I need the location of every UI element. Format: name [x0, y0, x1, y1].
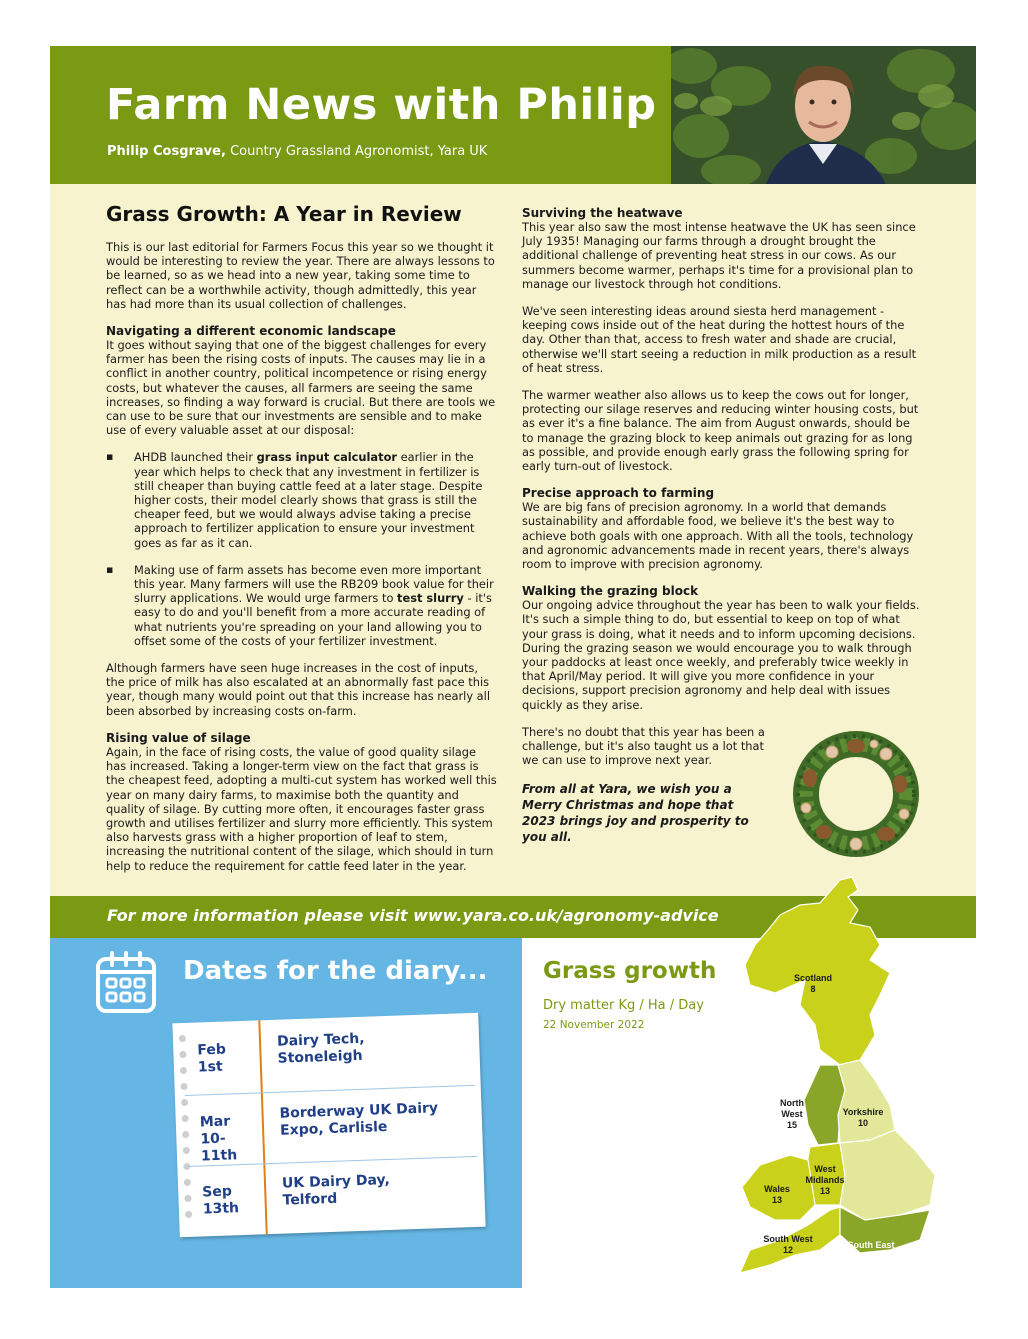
- christmas-wish: From all at Yara, we wish you a Merry Christmas and hope that 2023 brings joy and prosperity to you all.: [522, 781, 749, 844]
- author-name: Philip Cosgrave,: [107, 144, 226, 159]
- author-byline: [107, 144, 487, 159]
- grass-growth-title: Grass growth: [543, 958, 717, 984]
- region-name: Scotland: [793, 973, 833, 983]
- region-name: South West: [763, 1234, 813, 1244]
- author-portrait-image: [671, 46, 976, 184]
- section-heading-precision: Precise approach to farming: [522, 486, 715, 501]
- bullet-text: Making use of farm assets has become even more important this year. Many farmers will use the RB209 book value for their slurry applications. We would urge farmers to: [134, 562, 494, 606]
- bullet-text: AHDB launched their: [134, 450, 257, 465]
- notebook-holes: [179, 1035, 194, 1227]
- intro-paragraph: This is our last editorial for Farmers Focus this year so we thought it would be interesting to review the year. There are always lessons to be learned, so as we head into a new year, taking some time to reflect can be a worthwhile activity, though admittedly, this year has had more than its usual collection of challenges.: [106, 240, 495, 311]
- section-heading-grazing: Walking the grazing block: [522, 584, 699, 599]
- region-value: 15: [786, 1120, 798, 1130]
- region-name: Yorkshire: [842, 1107, 884, 1117]
- uk-grass-growth-map: [720, 875, 950, 1280]
- tools-list: [106, 450, 498, 648]
- heatwave-paragraph-1: This year also saw the most intense heatwave the UK has seen since July 1935! Managing our farms through a drought brought the additional challenge of preventing heat stress in our cows. As our summers become warmer, perhaps it's time for a provisional plan to manage our livestock through hot conditions.: [522, 220, 916, 291]
- event-date: Sep 13th: [201, 1183, 240, 1218]
- header-banner: [50, 46, 976, 184]
- region-value: 8: [810, 984, 816, 994]
- article-title: Grass Growth: A Year in Review: [106, 202, 462, 226]
- christmas-wreath-image: [788, 726, 924, 862]
- region-name: Wales: [764, 1184, 790, 1194]
- bullet-text: - it's easy to do and you'll benefit from a more accurate reading of what nutrients you're spreading on your land allowing you to offset some of the costs of your fertilizer investment.: [134, 591, 492, 648]
- grazing-paragraph: Our ongoing advice throughout the year has been to walk your fields. It's such a simple thing to do, but essential to keep on top of what your grass is doing, what it needs and to inform upcoming decisions. During the grazing season we would encourage you to walk through your paddocks at least once weekly, and preferably twice weekly in that April/May period. It will give you more confidence in your decisions, support precision agronomy and help deal with issues quickly as they arise.: [522, 598, 920, 712]
- event-name: UK Dairy Day, Telford: [281, 1171, 391, 1209]
- silage-paragraph: Again, in the face of rising costs, the value of good quality silage has increased. Taking a longer-term view on the fact that grass is the cheapest feed, adopting a multi-cut system has worked well this year on many dairy farms, to maximise both the quantity and quality of silage. By cutting more often, it encourages faster grass growth and utilises fertilizer and slurry more efficiently. This system also harvests grass with a higher proportion of leaf to stem, increasing the nutritional content of the silage, which should in turn help to reduce the requirement for cattle feed later in the year.: [106, 744, 497, 873]
- section-heading-silage: Rising value of silage: [106, 730, 251, 745]
- list-item: [106, 450, 498, 549]
- region-value: 18: [865, 1251, 877, 1261]
- section-heading-economic: Navigating a different economic landscape: [106, 324, 396, 339]
- region-name: North: [780, 1098, 804, 1108]
- closing-paragraph: There's no doubt that this year has been a challenge, but it's also taught us a lot that we can use to improve next year.: [522, 724, 765, 768]
- diary-panel: [50, 938, 522, 1288]
- region-name: West: [814, 1164, 836, 1174]
- region-scotland: [745, 877, 890, 1065]
- region-value: 10: [857, 1118, 869, 1128]
- author-photo: [671, 46, 976, 184]
- more-info-link[interactable]: For more information please visit www.yara.co.uk/agronomy-advice: [107, 906, 719, 925]
- economic-paragraph: It goes without saying that one of the biggest challenges for every farmer has been the rising costs of inputs. The causes may lie in a conflict in another country, political incompetence or rising energy costs, but whatever the causes, all farmers are seeing the same increases, so finding a way forward is crucial. But there are tools we can use to be sure that our investments are sensible and to make use of every valuable asset at our disposal:: [106, 338, 496, 438]
- page-title: Farm News with Philip: [106, 80, 657, 130]
- bullet-bold-text: grass input calculator: [256, 450, 398, 465]
- event-date: Feb 1st: [197, 1041, 227, 1076]
- region-value: 13: [771, 1195, 783, 1205]
- region-shapes: [740, 877, 935, 1273]
- heatwave-paragraph-3: The warmer weather also allows us to keep the cows out for longer, protecting our silage reserves and reducing winter housing costs, but as ever it's a fine balance. The aim from August onwards, should be to manage the grazing block to keep animals out grazing for as long as possible, and provide enough early grass the following spring for early turn-out of livestock.: [522, 388, 919, 474]
- region-yorkshire: [838, 1060, 895, 1143]
- event-name: Dairy Tech, Stoneleigh: [276, 1030, 365, 1067]
- diary-title: Dates for the diary...: [183, 956, 488, 986]
- bullet-text: earlier in the year which helps to check that any investment in fertilizer is still cheaper than buying cattle feed at a later stage. Despite higher costs, their model clearly shows that grass is still the cheaper feed, but we would always advise taking a precise approach to fertilizer application to ensure your investment goes as far as it can.: [134, 450, 483, 550]
- calendar-icon: [95, 950, 157, 1014]
- milk-price-paragraph: Although farmers have seen huge increases in the cost of inputs, the price of milk has also escalated at an abnormally fast pace this year, though many would point out that this increase has nearly all been absorbed by increasing costs on-farm.: [106, 661, 490, 718]
- precision-paragraph: We are big fans of precision agronomy. In a world that demands sustainability and affordable food, we believe it's the best way to achieve both goals with one approach. With all the tools, technology and agronomic advancements made in recent years, there's always room to improve with precision agronomy.: [522, 500, 914, 572]
- card-divider: [185, 1085, 475, 1096]
- region-name: South East: [847, 1240, 895, 1250]
- article-area: [50, 184, 976, 896]
- region-east: [840, 1130, 935, 1220]
- events-card: [172, 1013, 485, 1238]
- region-value: 13: [819, 1186, 831, 1196]
- region-value: 12: [782, 1245, 794, 1255]
- author-role: Country Grassland Agronomist, Yara UK: [230, 144, 488, 159]
- heatwave-paragraph-2: We've seen interesting ideas around siesta herd management - keeping cows inside out of the heat during the hottest hours of the day. Other than that, access to fresh water and shade are crucial, otherwise we'll start seeing a reduction in milk production as a result of heat stress.: [522, 304, 917, 375]
- section-heading-heatwave: Surviving the heatwave: [522, 206, 683, 220]
- bullet-bold-text: test slurry: [397, 591, 464, 606]
- grass-growth-subtitle: Dry matter Kg / Ha / Day: [543, 998, 704, 1013]
- region-name: West: [781, 1109, 803, 1119]
- grass-growth-date: 22 November 2022: [543, 1019, 645, 1031]
- event-name: Borderway UK Dairy Expo, Carlisle: [279, 1100, 439, 1139]
- region-name: Midlands: [805, 1175, 845, 1185]
- article-column-left: [106, 202, 498, 886]
- list-item: [106, 563, 498, 648]
- event-date: Mar 10-11th: [199, 1113, 238, 1165]
